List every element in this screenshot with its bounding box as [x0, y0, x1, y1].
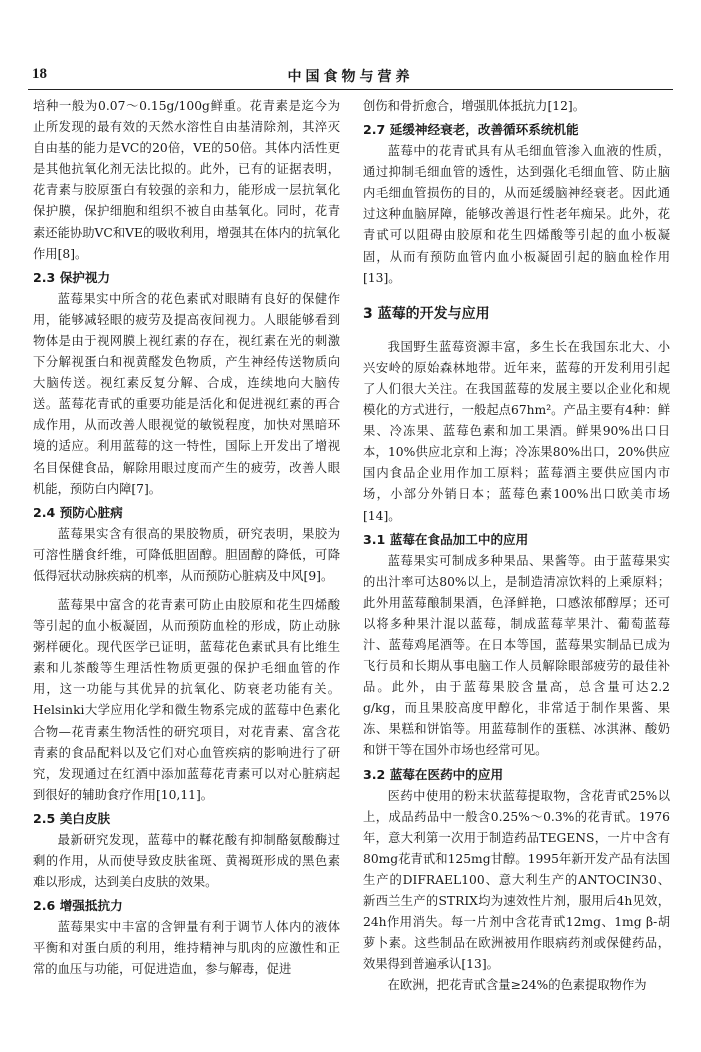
paragraph-2-4a: 蓝莓果实含有很高的果胶物质，研究表明，果胶为可溶性膳食纤维，可降低胆固醇。胆固醇的降低，可降低得冠状动脉疾病的机率，从而预防心脏病及中风[9]。: [33, 526, 340, 583]
paragraph-2-7: 蓝莓中的花青甙具有从毛细血管渗入血液的性质，通过抑制毛细血管的透性，达到强化毛细血管、防止脑内毛细血管损伤的目的，从而延缓脑神经衰老。因此通过这种血脑屏障，能够改善退行性老年痴呆。此外，花青甙可以阻碍由胶原和花生四烯酸等引起的血小板凝固，从而有预防血管内血小板凝固引起的脑血栓作用[13]。: [363, 144, 670, 285]
paragraph-gap: [33, 587, 340, 595]
paragraph-3-1: 蓝莓果实可制成多种果品、果酱等。由于蓝莓果实的出汁率可达80%以上，是制造清凉饮料的上乘原料；此外用蓝莓酿制果酒，色泽鲜艳，口感浓郁醇厚；还可以将多种果汁混以蓝莓，制成蓝莓苹果汁、葡萄蓝莓汁、蓝莓鸡尾酒等。在日本等国，蓝莓果实制品已成为飞行员和长期从事电脑工作人员解除眼部疲劳的最佳补品。此外，由于蓝莓果胶含量高，总含量可达2.2 g/kg，而且果胶高度甲醇化，非常适于制作果酱、果冻、果糕和饼馅等。用蓝莓制作的蛋糕、冰淇淋、酸奶和饼干等在国外市场也经常可见。: [363, 553, 670, 758]
paragraph-2-6: 蓝莓果实中丰富的含钾量有利于调节人体内的液体平衡和对蛋白质的利用，维持精神与肌肉的应激性和正常的血压与功能，可促进造血，参与解毒，促进: [33, 920, 340, 977]
section-heading-2-6: 2.6 增强抵抗力: [33, 898, 123, 914]
section-heading-3-1: 3.1 蓝莓在食品加工中的应用: [363, 531, 529, 547]
page-header: [32, 66, 669, 86]
section-heading-2-3: 2.3 保护视力: [33, 269, 111, 285]
section-heading-2-5: 2.5 美白皮肤: [33, 810, 111, 826]
section-heading-3: 3 蓝莓的开发与应用: [363, 305, 490, 322]
paragraph-3: 我国野生蓝莓资源丰富，多生长在我国东北大、小兴安岭的原始森林地带。近年来，蓝莓的开发利用引起了人们很大关注。在我国蓝莓的发展主要以企业化和规模化的方式进行，一般起点67hm²。产品主要有4种：鲜果、冷冻果、蓝莓色素和加工果酒。鲜果90%出口日本，10%供应北京和上海；冷冻果80%出口，20%供应国内食品企业用作加工原料；蓝莓酒主要供应国内市场，小部分外销日本；蓝莓色素100%出口欧美市场[14]。: [363, 339, 670, 523]
section-heading-3-2: 3.2 蓝莓在医药中的应用: [363, 766, 504, 782]
header-rule: [28, 89, 673, 90]
paragraph-3-2b: 在欧洲，把花青甙含量≥24%的色素提取物作为: [387, 978, 647, 993]
left-column: [33, 96, 340, 980]
right-column: [363, 96, 670, 996]
paragraph-2-4b: 蓝莓果中富含的花青素可防止由胶原和花生四烯酸等引起的血小板凝固，从而预防血栓的形成，防止动脉粥样硬化。现代医学已证明，蓝莓花色素甙具有比维生素和儿茶酸等生理活性物质更强的保护毛细血管的作用，这一功能与其优异的抗氧化、防衰老功能有关。Helsinki大学应用化学和微生物系完成的蓝莓中色素化合物—花青素生物活性的研究项目，对花青素、富含花青素的食品配料以及它们对心血管疾病的影响进行了研究，发现通过在红酒中添加蓝莓花青素可以对心脏病起到很好的辅助食疗作用[10,11]。: [33, 597, 340, 802]
section-heading-2-4: 2.4 预防心脏病: [33, 504, 123, 520]
journal-title: 中国食物与营养: [287, 69, 414, 85]
page-number: 18: [32, 66, 47, 82]
paragraph-2-3: 蓝莓果实中所含的花色素甙对眼睛有良好的保健作用，能够减轻眼的疲劳及提高夜间视力。人眼能够看到物体是由于视网膜上视红素的存在，视红素在光的刺激下分解视蛋白和视黄醛发色物质，产生神经传送物质向大脑传送。视红素反复分解、合成，连续地向大脑传送。蓝莓花青甙的重要功能是活化和促进视红素的再合成作用，从而改善人眼视觉的敏锐程度，加快对黑暗环境的适应。利用蓝莓的这一特性，国际上开发出了增视名目保健食品，解除用眼过度而产生的疲劳，改善人眼机能，预防白内障[7]。: [33, 291, 340, 496]
paragraph-3-2a: 医药中使用的粉末状蓝莓提取物，含花青甙25%以上，成品药品中一般含0.25%～0.3%的花青甙。1976年，意大利第一次用于制造药品TEGENS，一片中含有80mg花青甙和125mg甘醇。1995年新开发产品有法国生产的DIFRAEL100、意大利生产的ANTOCIN30、新西兰生产的STRIX均为速效性片剂，服用后4h见效，24h作用消失。每一片剂中含花青甙12mg、1mg β-胡萝卜素。这些制品在欧洲被用作眼病药剂或保健药品，效果得到普遍承认[13]。: [363, 788, 670, 972]
paragraph-2-5: 最新研究发现，蓝莓中的鞣花酸有抑制酪氨酸酶过剩的作用，从而使导致皮肤雀斑、黄褐斑形成的黑色素难以形成，达到美白皮肤的效果。: [33, 832, 340, 890]
paragraph-continued: 创伤和骨折愈合，增强肌体抵抗力[12]。: [363, 99, 585, 113]
section-heading-2-7: 2.7 延缓神经衰老，改善循环系统机能: [363, 122, 579, 138]
paragraph-intro: 培种一般为0.07～0.15g/100g鲜重。花青素是迄今为止所发现的最有效的天然水溶性自由基清除剂，其淬灭自由基的能力是VC的20倍，VE的50倍。其体内活性更是其他抗氧化剂无法比拟的。此外，已有的证据表明，花青素与胶原蛋白有较强的亲和力，能形成一层抗氧化保护膜，保护细胞和组织不被自由基氧化。同时，花青素还能协助VC和VE的吸收利用，增强其在体内的抗氧化作用[8]。: [33, 99, 340, 261]
